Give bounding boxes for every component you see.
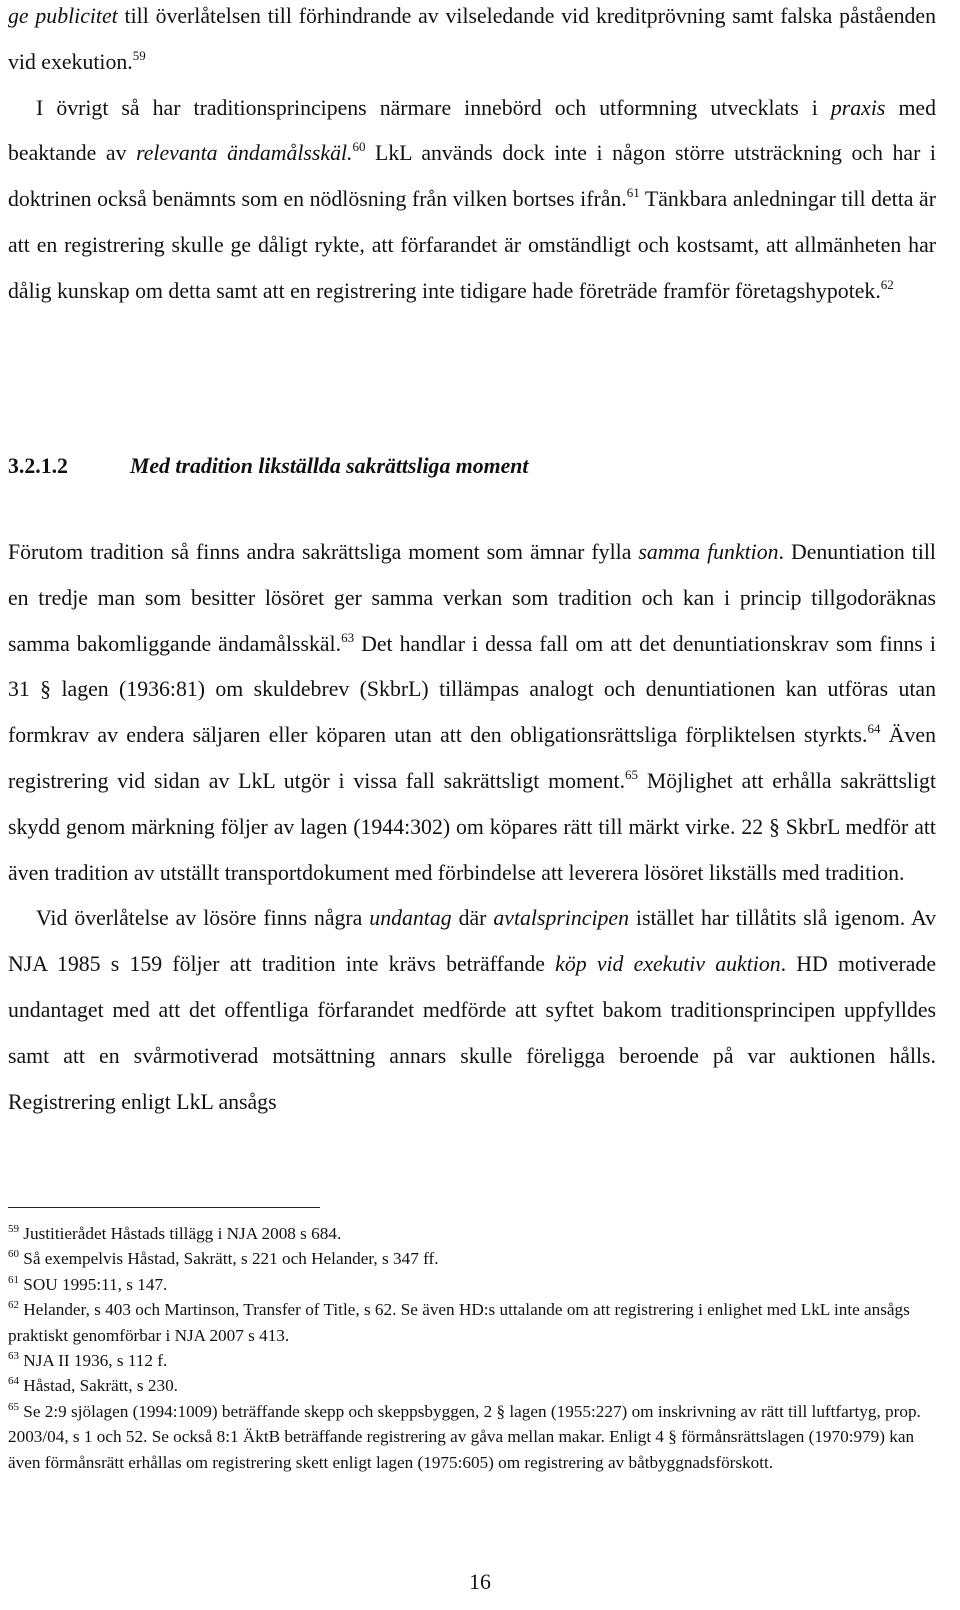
section-title: Med tradition likställda sakrättsliga moment <box>130 454 529 478</box>
paragraph-4 <box>8 896 936 1125</box>
section-heading <box>8 446 936 486</box>
footnote-number: 64 <box>8 1375 19 1388</box>
italic-text: praxis <box>830 95 886 120</box>
footnote-ref[interactable]: 62 <box>880 276 894 292</box>
footnote <box>8 1221 936 1246</box>
text: Förutom tradition så finns andra sakrättsliga moment som ämnar fylla <box>8 540 639 564</box>
footnote-text: Justitierådet Håstads tillägg i NJA 2008 s 684. <box>19 1224 342 1243</box>
footnote-ref[interactable]: 64 <box>867 721 881 737</box>
footnote-number: 60 <box>8 1248 19 1261</box>
footnote-divider <box>8 1207 320 1208</box>
footnote-ref[interactable]: 60 <box>352 139 366 155</box>
page-number: 16 <box>469 1570 491 1594</box>
footnote <box>8 1246 936 1271</box>
footnote-text: Se 2:9 sjölagen (1994:1009) beträffande skepp och skeppsbyggen, 2 § lagen (1955:227) om inskrivning av rätt till luftfartyg, prop. 2003/04, s 1 och 52. Se också 8:1 ÄktB beträffande registrering av gåva mellan makar. Enligt 4 § förmånsrättslagen (1970:979) kan även förmånsrätt erhållas om registrering skett enligt lagen (1975:605) om registrering av båtbyggnadsförskott. <box>8 1401 921 1472</box>
footnote-number: 65 <box>8 1400 19 1413</box>
footnote-ref[interactable]: 61 <box>626 185 640 201</box>
footnote-number: 59 <box>8 1223 19 1235</box>
footnote-ref[interactable]: 65 <box>625 766 639 782</box>
italic-text: samma funktion <box>638 540 779 564</box>
footnote-number: 62 <box>8 1299 19 1312</box>
text: I övrigt så har traditionsprincipens närmare innebörd och utformning utvecklats i <box>36 95 831 120</box>
text: Det handlar i dessa fall om att det denuntiationskrav som finns i 31 § lagen (1936:81) om skuldebrev (SkbrL) tillämpas analogt och denuntiationen kan utföras utan formkrav av endera säljaren eller köparen utan att den obligationsrättsliga förpliktelsen styrkts. <box>8 631 936 748</box>
footnote-text: SOU 1995:11, s 147. <box>19 1274 168 1294</box>
footnote <box>8 1373 936 1398</box>
footnote-ref[interactable]: 63 <box>341 629 355 645</box>
text: Möjlighet att erhålla sakrättsligt skydd genom märkning följer av lagen (1944:302) om köpares rätt till märkt virke. 22 § SkbrL medför att även tradition av utställt transportdokument med förbindelse att leverera lösöret likställs med tradition. <box>8 768 936 885</box>
section-number: 3.2.1.2 <box>8 454 68 478</box>
text: LkL används dock inte i någon större utsträckning och har i doktrinen också benämnts som en nödlösning från vilken bortses ifrån. <box>8 141 936 212</box>
footnote-text: Helander, s 403 och Martinson, Transfer of Title, s 62. Se även HD:s uttalande om att registrering i enlighet med LkL inte ansågs praktiskt genomförbar i NJA 2007 s 413. <box>8 1300 910 1345</box>
footnote-number: 61 <box>8 1273 19 1286</box>
text: . Denuntiation till en tredje man som besitter lösöret ger samma verkan som tradition och kan i princip tillgodoräknas samma bakomliggande ändamålsskäl. <box>8 540 936 656</box>
paragraph-2 <box>8 86 936 315</box>
italic-text: undantag <box>369 906 452 931</box>
text: istället har tillåtits slå igenom. Av NJA 1985 s 159 följer att tradition inte krävs beträffande <box>8 906 936 977</box>
footnote <box>8 1297 936 1348</box>
footnotes <box>8 1221 936 1475</box>
italic-text: ge publicitet <box>8 4 118 28</box>
footnote <box>8 1399 936 1475</box>
footnote-text: Håstad, Sakrätt, s 230. <box>19 1376 178 1396</box>
text: Vid överlåtelse av lösöre finns några <box>36 906 370 931</box>
footnote-text: NJA II 1936, s 112 f. <box>19 1351 168 1371</box>
text: . HD motiverade undantaget med att det offentliga förfarandet medförde att syftet bakom traditionsprincipen uppfylldes samt att en svårmotiverad motsättning annars skulle föreligga beroende på var auktionen hålls. Registrering enligt LkL ansågs <box>8 952 937 1114</box>
italic-text: relevanta ändamålsskäl. <box>136 141 353 166</box>
footnote <box>8 1272 936 1297</box>
footnote-ref[interactable]: 59 <box>132 47 146 63</box>
section-body <box>8 530 936 1125</box>
footnote <box>8 1348 936 1373</box>
text: där <box>451 906 494 931</box>
paragraph-3 <box>8 530 936 896</box>
text: Tänkbara anledningar till detta är att en registrering skulle ge dåligt rykte, att förfarandet är omständligt och kostsamt, att allmänheten har dålig kunskap om detta samt att en registrering inte tidigare hade företräde framför företagshypotek. <box>8 187 936 303</box>
italic-text: avtalsprincipen <box>493 906 629 931</box>
text: Även registrering vid sidan av LkL utgör i vissa fall sakrättsligt moment. <box>8 723 936 793</box>
paragraph-1 <box>8 0 936 86</box>
text: med beaktande av <box>8 95 936 166</box>
text: till överlåtelsen till förhindrande av vilseledande vid kreditprövning samt falska påståenden vid exekution. <box>8 4 936 74</box>
footnote-number: 63 <box>8 1350 19 1363</box>
footnote-text: Så exempelvis Håstad, Sakrätt, s 221 och Helander, s 347 ff. <box>19 1249 439 1269</box>
body-text <box>8 0 936 315</box>
italic-text: köp vid exekutiv auktion <box>555 952 781 977</box>
